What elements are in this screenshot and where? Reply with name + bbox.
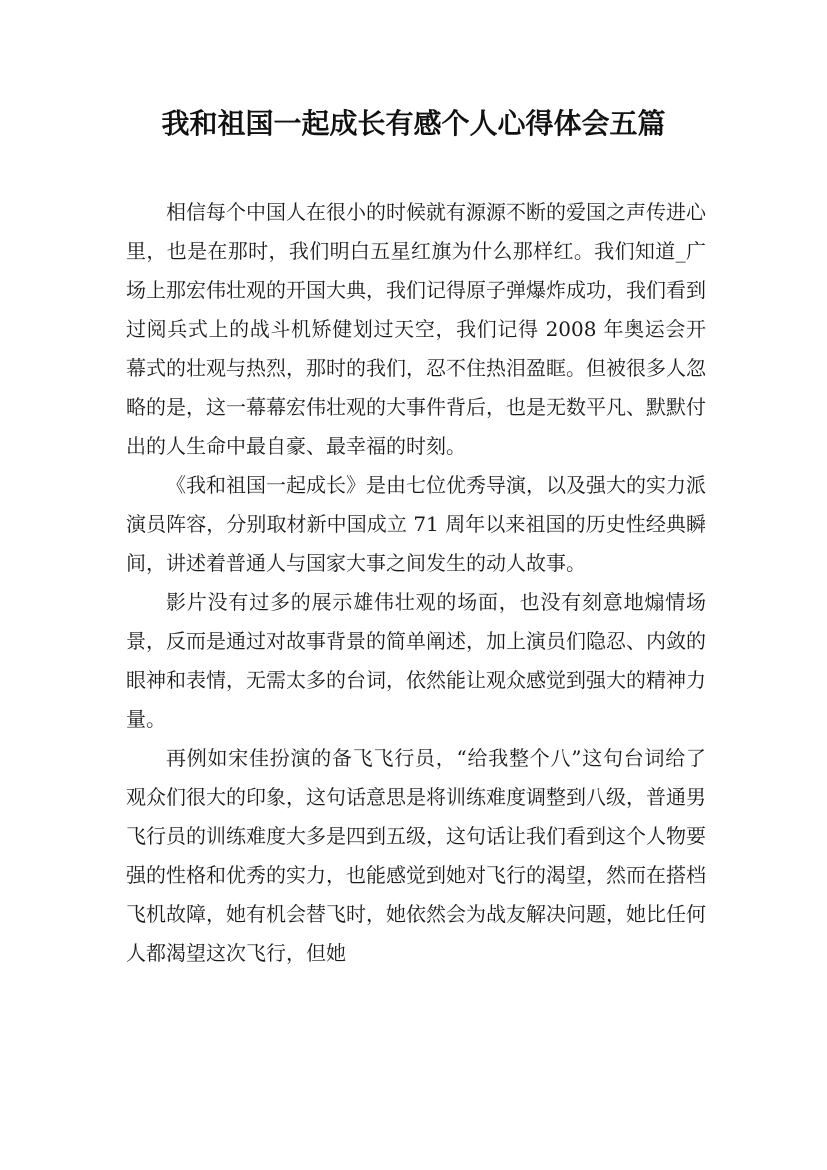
- paragraph-2: 《我和祖国一起成长》是由七位优秀导演，以及强大的实力派演员阵容，分别取材新中国成立 71 周年以来祖国的历史性经典瞬间，讲述着普通人与国家大事之间发生的动人故事。: [126, 473, 706, 575]
- document-body: [126, 193, 706, 973]
- paragraph-1: 相信每个中国人在很小的时候就有源源不断的爱国之声传进心里，也是在那时，我们明白五星红旗为什么那样红。我们知道_广场上那宏伟壮观的开国大典，我们记得原子弹爆炸成功，我们看到过阅兵式上的战斗机矫健划过天空，我们记得 2008 年奥运会开幕式的壮观与热烈，那时的我们，忍不住热泪盈眶。但被很多人忽略的是，这一幕幕宏伟壮观的大事件背后，也是无数平凡、默默付出的人生命中最自豪、最幸福的时刻。: [126, 200, 706, 458]
- paragraph-3: 影片没有过多的展示雄伟壮观的场面，也没有刻意地煽情场景，反而是通过对故事背景的简单阐述，加上演员们隐忍、内敛的眼神和表情，无需太多的台词，依然能让观众感觉到强大的精神力量。: [126, 590, 706, 731]
- document-title: 我和祖国一起成长有感个人心得体会五篇: [161, 107, 666, 140]
- paragraph-4: 再例如宋佳扮演的备飞飞行员，“给我整个八”这句台词给了观众们很大的印象，这句话意思是将训练难度调整到八级，普通男飞行员的训练难度大多是四到五级，这句话让我们看到这个人物要强的性格和优秀的实力，也能感觉到她对飞行的渴望，然而在搭档飞机故障，她有机会替飞时，她依然会为战友解决问题，她比任何人都渴望这次飞行，但她: [126, 746, 706, 965]
